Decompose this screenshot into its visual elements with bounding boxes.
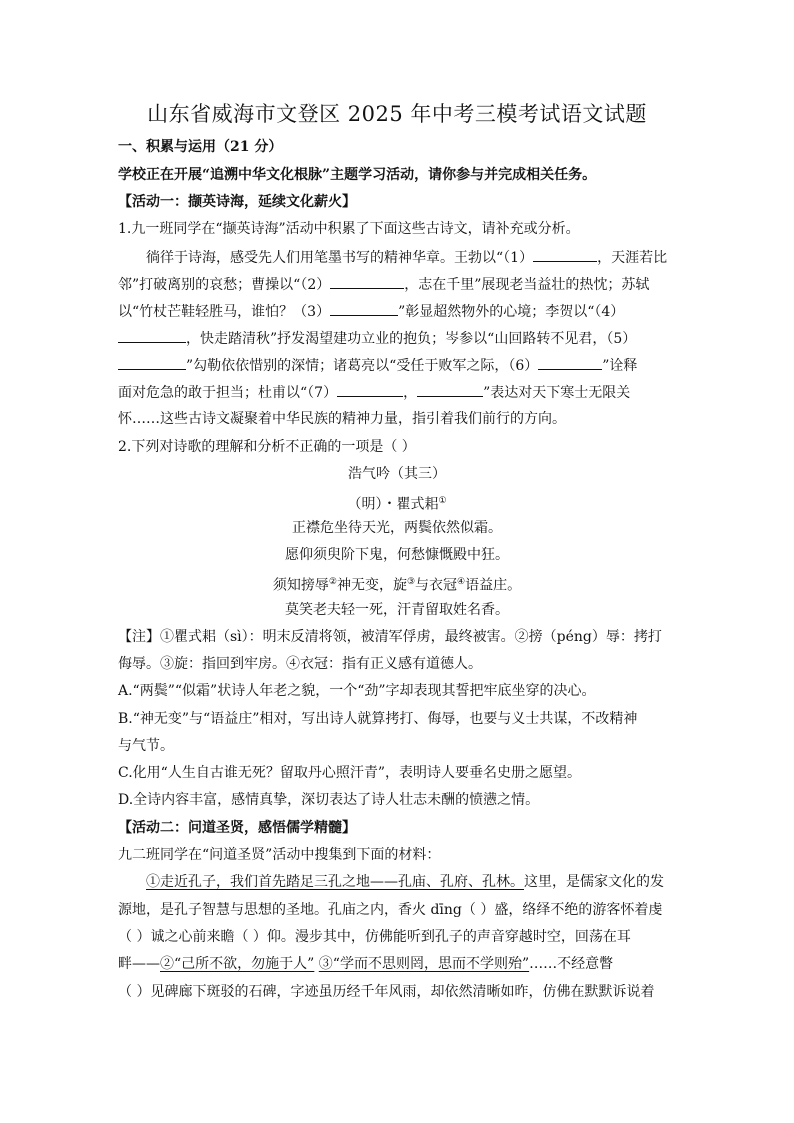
passage-line-3: （ ）诚之心前来瞻（ ）仰。漫步其中，仿佛能听到孔子的声音穿越时空，回荡在耳 (118, 929, 631, 945)
poem-line: 须知搒辱②神无变，旋③与衣冠④语益庄。 (272, 577, 522, 594)
blank-7a[interactable] (337, 382, 403, 397)
option-b[interactable]: B.“神无变”与“语益庄”相对，写出诗人就算拷打、侮辱，也要与义士共谋，不改精神 (118, 711, 638, 727)
poem-notes-cont: 侮辱。③旋：指回到牢房。④衣冠：指有正义感有道德人。 (118, 656, 482, 672)
q1-line-3: 以“竹杖芒鞋轻胜马，谁怕？（3） ”彰显超然物外的心境；李贺以“（4） (118, 301, 678, 322)
q1-line-5: ”勾勒依依惜别的深情；诸葛亮以“受任于败军之际，（6） ”诠释 (118, 355, 678, 376)
blank-2[interactable] (330, 274, 404, 289)
poem-author: （明）・瞿式耜① (347, 496, 447, 513)
activity-two-intro: 九二班同学在“问道圣贤”活动中搜集到下面的材料： (118, 847, 441, 863)
option-a[interactable]: A.“两鬓”“似霜”状诗人年老之貌，一个“劲”字却表现其誓把牢底坐穿的决心。 (118, 683, 596, 699)
passage-line-2: 源地，是孔子智慧与思想的圣地。孔庙之内，香火 dīng（ ）盛，络绎不绝的游客怀着虔 (118, 902, 663, 918)
q1-line-6: 面对危急的敢于担当；杜甫以“（7） ， ”表达对天下寒士无限关 (118, 382, 678, 403)
poem-line: 正襟危坐待天光，两鬓依然似霜。 (292, 520, 502, 536)
q1-line-2: 邻”打破离别的哀愁；曹操以“（2） ，志在千里”展现老当益壮的热忱；苏轼 (118, 274, 678, 295)
option-c[interactable]: C.化用“人生自古谁无死？留取丹心照汗青”，表明诗人要垂名史册之愿望。 (118, 765, 581, 781)
question-1-stem: 1.九一班同学在“撷英诗海”活动中积累了下面这些古诗文，请补充或分析。 (118, 221, 580, 237)
activity-one-heading: 【活动一：撷英诗海，延续文化薪火】 (118, 194, 356, 210)
passage-line-1: ①走近孔子，我们首先踏足三孔之地——孔庙、孔府、孔林。这里，是儒家文化的发 (146, 874, 664, 890)
passage-line-5: （ ）见碑廊下斑驳的石碑，字迹虽历经千年风雨，却依然清晰如昨，仿佛在默默诉说着 (118, 984, 655, 1000)
blank-5[interactable] (118, 355, 186, 370)
task-intro: 学校正在开展“追溯中华文化根脉”主题学习活动，请你参与并完成相关任务。 (118, 167, 597, 183)
poem-title: 浩气吟（其三） (348, 466, 446, 482)
poem-notes: 【注】①瞿式耜（sì）：明末反清将领，被清军俘虏，最终被害。②搒（péng）辱：拷打 (118, 629, 662, 645)
option-d[interactable]: D.全诗内容丰富，感情真挚，深切表达了诗人壮志未酬的愤懑之情。 (118, 792, 540, 808)
q1-line-4: ，快走踏清秋”抒发渴望建功立业的抱负；岑参以“山回路转不见君，（5） (118, 328, 678, 349)
q1-line-7: 怀……这些古诗文凝聚着中华民族的精神力量，指引着我们前行的方向。 (118, 411, 566, 427)
q1-line-1: 徜徉于诗海，感受先人们用笔墨书写的精神华章。王勃以“（1） ，天涯若比 (146, 247, 706, 268)
activity-two-heading: 【活动二：问道圣贤，感悟儒学精髓】 (118, 820, 356, 836)
question-2-stem: 2.下列对诗歌的理解和分析不正确的一项是（ ） (118, 439, 416, 455)
section-heading: 一、积累与运用（21 分） (118, 139, 283, 155)
poem-line: 莫笑老夫轻一死，汗青留取姓名香。 (285, 602, 509, 618)
blank-1[interactable] (533, 247, 597, 262)
blank-6[interactable] (538, 355, 602, 370)
blank-7b[interactable] (417, 382, 483, 397)
page-title: 山东省威海市文登区 2025 年中考三模考试语文试题 (147, 102, 647, 126)
option-b-cont: 与气节。 (118, 738, 174, 754)
blank-4[interactable] (118, 328, 186, 343)
blank-3[interactable] (330, 301, 398, 316)
passage-line-4: 畔——②“己所不欲，勿施于人” ③“学而不思则罔，思而不学则殆”……不经意瞥 (118, 956, 614, 972)
poem-line: 愿仰须臾阶下鬼，何愁慷慨殿中狂。 (285, 547, 509, 563)
